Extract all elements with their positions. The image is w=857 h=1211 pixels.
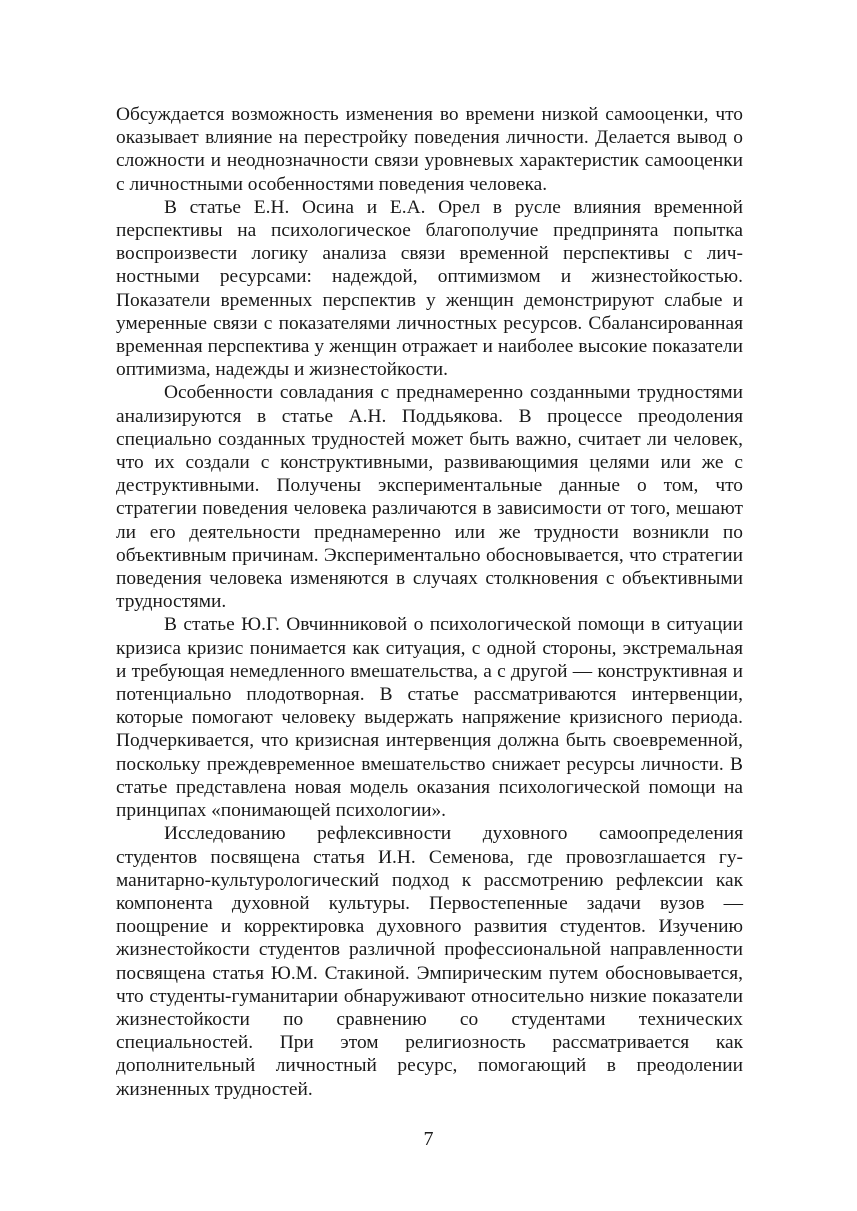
- paragraph-poddyakov: Особенности совладания с преднамеренно созданными трудностями анализируются в статье А.Н. Поддьякова. В процессе преодоления специально созданных трудностей может быть важно, считает ли человек, что их создали с конструктивными, развивающимия целями или же с деструктивными. Получены экспериментальные данные о том, что стратегии поведения человека различаются в зависимости от того, мешают ли его деятельности преднамеренно или же трудности возникли по объективным причинам. Экспериментально обосновывается, что стратегии поведения человека изменяются в случаях столкновения с объективными трудностями.: [116, 382, 743, 613]
- body-text: [116, 103, 743, 1101]
- paragraph-self-esteem: Обсуждается возможность изменения во времени низкой самооценки, что оказывает влияние на перестройку поведения личности. Делается вывод о сложности и неоднозначности связи уровневых характеристик самооценки с личностными особенностями поведения человека.: [116, 104, 743, 195]
- paragraph-semenov-stakina: Исследованию рефлексивности духовного самоопределения студентов посвящена статья И.Н. Семенова, где провозглашается гуманитарно-культурологический подход к рассмотрению рефлексии как компонента духовной культуры. Первостепенные задачи вузов — поощрение и корректировка духовного развития студентов. Изучению жизнестойкости студентов различной профессиональной направленности посвящена статья Ю.М. Стакиной. Эмпирическим путем обосновывается, что студенты-гуманитарии обнаруживают относительно низкие показатели жизнестойкости по сравнению со студентами технических специальностей. При этом религиозность рассматривается как дополнительный личностный ресурс, помогающий в преодолении жизненных трудностей.: [116, 823, 743, 1100]
- paragraph-ovchinnikova: В статье Ю.Г. Овчинниковой о психологической помощи в ситуации кризиса кризис понимается как ситуация, с одной стороны, экстремальная и требующая немедленного вмешательства, а с другой — конструктивная и потенциально плодотворная. В статье рассматриваются интервенции, которые помогают человеку выдержать напряжение кризисного периода. Подчеркивается, что кризисная интервенция должна быть своевременной, поскольку преждевременное вмешательство снижает ресурсы личности. В статье представлена новая модель оказания психологической помощи на принципах «понимающей психологии».: [116, 614, 743, 822]
- page-number: 7: [423, 1128, 434, 1150]
- paragraph-osin-orel: В статье Е.Н. Осина и Е.А. Орел в русле влияния временной перспективы на психологическое благополучие предпринята попытка воспроизвести логику анализа связи временной перспективы с личностными ресурсами: надеждой, оптимизмом и жизнестойкостью. Показатели временных перспектив у женщин демонстрируют слабые и умеренные связи с показателями личностных ресурсов. Сбалансированная временная перспектива у женщин отражает и наиболее высокие показатели оптимизма, надежды и жизнестойкости.: [116, 196, 743, 381]
